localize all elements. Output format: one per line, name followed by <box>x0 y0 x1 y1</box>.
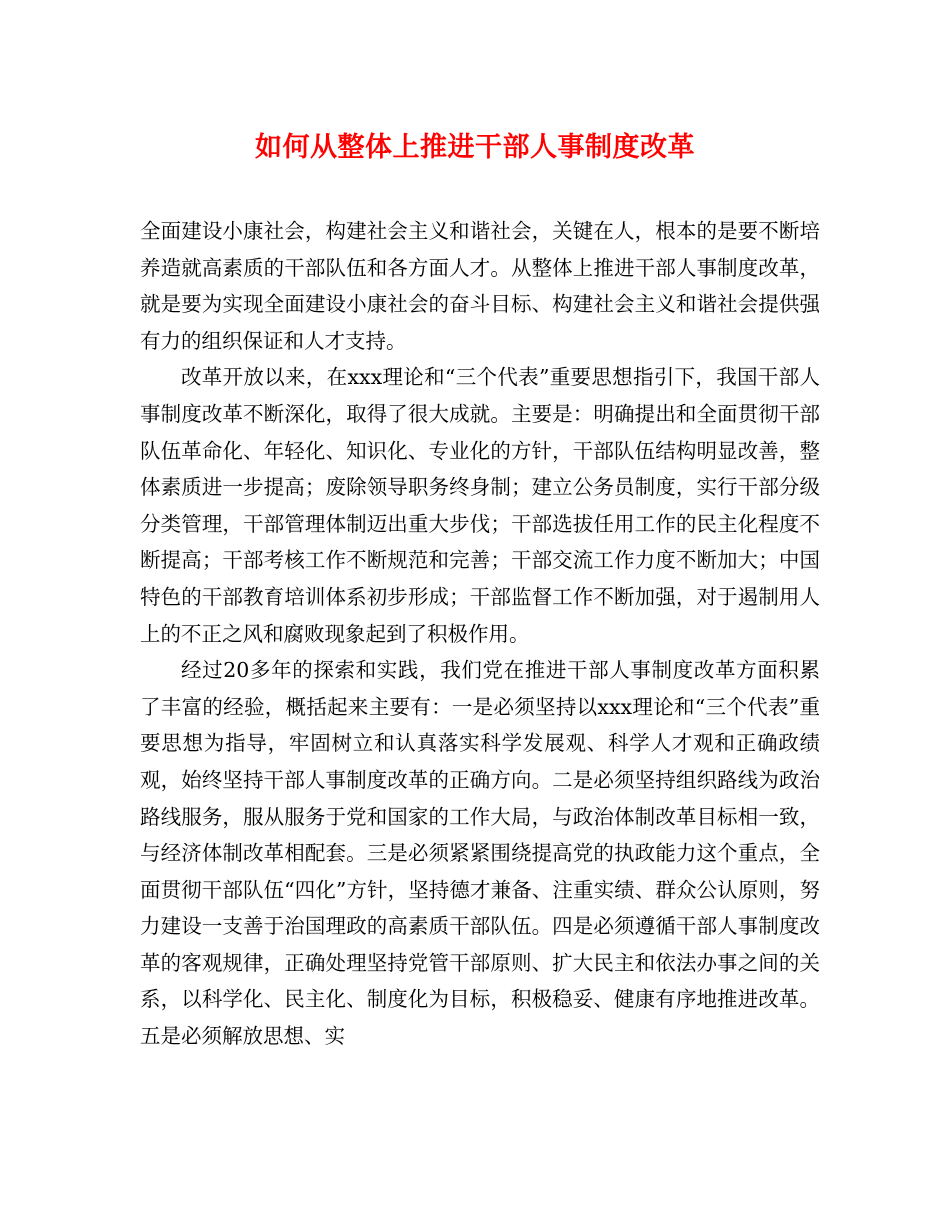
paragraph-3: 经过20多年的探索和实践，我们党在推进干部人事制度改革方面积累了丰富的经验，概括起来主要有：一是必须坚持以xxx理论和“三个代表”重要思想为指导，牢固树立和认真落实科学发展观、科学人才观和正确政绩观，始终坚持干部人事制度改革的正确方向。二是必须坚持组织路线为政治路线服务，服从服务于党和国家的工作大局，与政治体制改革目标相一致，与经济体制改革相配套。三是必须紧紧围绕提高党的执政能力这个重点，全面贯彻干部队伍“四化”方针，坚持德才兼备、注重实绩、群众公认原则，努力建设一支善于治国理政的高素质干部队伍。四是必须遵循干部人事制度改革的客观规律，正确处理坚持党管干部原则、扩大民主和依法办事之间的关系，以科学化、民主化、制度化为目标，积极稳妥、健康有序地推进改革。五是必须解放思想、实 <box>140 658 820 1049</box>
paragraph-2: 改革开放以来，在xxx理论和“三个代表”重要思想指引下，我国干部人事制度改革不断深化，取得了很大成就。主要是：明确提出和全面贯彻干部队伍革命化、年轻化、知识化、专业化的方针，干部队伍结构明显改善，整体素质进一步提高；废除领导职务终身制；建立公务员制度，实行干部分级分类管理，干部管理体制迈出重大步伐；干部选拔任用工作的民主化程度不断提高；干部考核工作不断规范和完善；干部交流工作力度不断加大；中国特色的干部教育培训体系初步形成；干部监督工作不断加强，对于遏制用人上的不正之风和腐败现象起到了积极作用。 <box>140 365 820 646</box>
document-title: 如何从整体上推进干部人事制度改革 <box>255 132 695 163</box>
document-body <box>140 213 820 1055</box>
paragraph-1: 全面建设小康社会，构建社会主义和谐社会，关键在人，根本的是要不断培养造就高素质的干部队伍和各方面人才。从整体上推进干部人事制度改革，就是要为实现全面建设小康社会的奋斗目标、构建社会主义和谐社会提供强有力的组织保证和人才支持。 <box>140 219 820 353</box>
